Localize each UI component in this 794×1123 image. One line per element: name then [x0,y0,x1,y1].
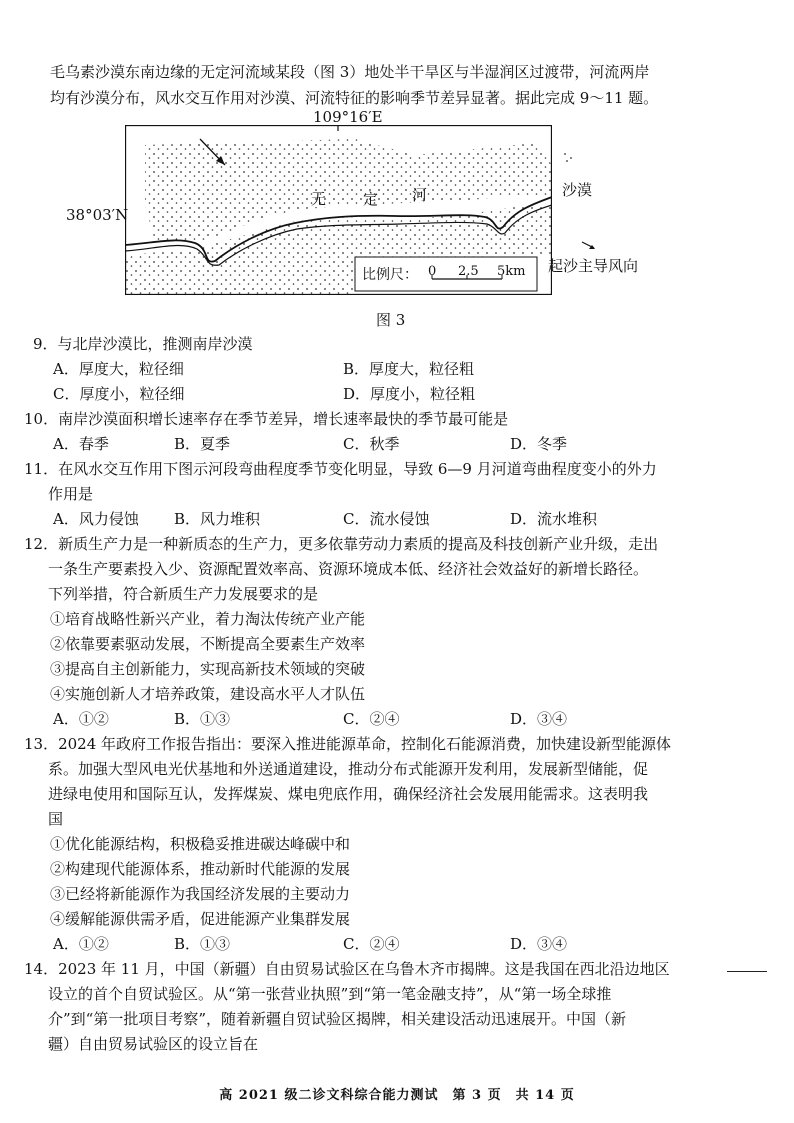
wind-legend-arrow-icon [580,240,602,252]
q11-option-c[interactable]: C．流水侵蚀 [343,510,430,528]
legend-desert: 沙漠 [562,181,593,199]
q13-option-c[interactable]: C．②④ [343,935,400,953]
q9-option-a[interactable]: A．厚度大，粒径细 [53,360,184,378]
q13-stem-line-4: 国 [48,810,64,828]
river-name-3: 河 [412,186,428,204]
q14-stem-line-3: 介”到“第一批项目考察”，随着新疆自贸试验区揭牌，相关建设活动迅速展开。中国（新 [48,1010,627,1028]
q12-option-d[interactable]: D．③④ [510,710,568,728]
q12-item-3: ③提高自主创新能力，实现高新技术领域的突破 [50,660,366,678]
q9-option-b[interactable]: B．厚度大，粒径粗 [343,360,475,378]
q13-stem-line-1: 13．2024 年政府工作报告指出：要深入推进能源革命，控制化石能源消费，加快建设新型能源体 [24,735,672,753]
q14-stem-line-1: 14．2023 年 11 月，中国（新疆）自由贸易试验区在乌鲁木齐市揭牌。这是我国在西北沿边地区 [24,960,670,978]
q13-item-3: ③已经将新能源作为我国经济发展的主要动力 [50,885,351,903]
q11-option-d[interactable]: D．流水堆积 [510,510,598,528]
q10-option-b[interactable]: B．夏季 [174,435,231,453]
q10-option-c[interactable]: C．秋季 [343,435,400,453]
scale-tick-mid: 2.5 [458,264,479,279]
river-name-2: 定 [363,190,379,208]
q11-stem-line-2: 作用是 [48,485,94,503]
q12-option-a[interactable]: A．①② [53,710,109,728]
longitude-label: 109°16′E [313,108,383,126]
q14-stem-line-4: 疆）自由贸易试验区的设立旨在 [48,1035,259,1053]
q10-option-a[interactable]: A．春季 [53,435,109,453]
legend-wind: 起沙主导风向 [548,257,639,275]
q10-option-d[interactable]: D．冬季 [510,435,568,453]
q12-stem-line-2: 一条生产要素投入少、资源配置效率高、资源环境成本低、经济社会效益好的新增长路径。 [48,560,649,578]
q13-stem-line-3: 进绿电使用和国际互认，发挥煤炭、煤电兜底作用，确保经济社会发展用能需求。这表明我 [48,785,649,803]
q12-item-4: ④实施创新人才培养政策，建设高水平人才队伍 [50,685,366,703]
q11-option-b[interactable]: B．风力堆积 [174,510,261,528]
latitude-label: 38°03′N [66,206,129,224]
q9-stem: 9．与北岸沙漠比，推测南岸沙漠 [33,335,253,353]
scale-tick-end: 5km [497,264,526,279]
river-map-figure [125,125,552,295]
q12-option-b[interactable]: B．①③ [174,710,231,728]
intro-line-1: 毛乌素沙漠东南边缘的无定河流域某段（图 3）地处半干旱区与半湿润区过渡带，河流两岸 [50,63,650,81]
q13-option-a[interactable]: A．①② [53,935,109,953]
q12-stem-line-1: 12．新质生产力是一种新质态的生产力，更多依靠劳动力素质的提高及科技创新产业升级，走出 [24,535,659,553]
q12-item-2: ②依靠要素驱动发展，不断提高全要素生产效率 [50,635,366,653]
desert-legend-icon [562,150,576,164]
q11-stem-line-1: 11．在风水交互作用下图示河段弯曲程度季节变化明显，导致 6—9 月河道弯曲程度变小的外力 [24,460,657,478]
river-name-1: 无 [311,190,327,208]
q13-stem-line-2: 系。加强大型风电光伏基地和外送通道建设，推动分布式能源开发利用，发展新型储能，促 [48,760,649,778]
page-footer: 高 2021 级二诊文科综合能力测试 第 3 页 共 14 页 [219,1088,575,1103]
q13-option-b[interactable]: B．①③ [174,935,231,953]
q10-stem: 10．南岸沙漠面积增长速率存在季节差异，增长速率最快的季节最可能是 [24,410,509,428]
q13-option-d[interactable]: D．③④ [510,935,568,953]
q13-item-1: ①优化能源结构，积极稳妥推进碳达峰碳中和 [50,835,351,853]
margin-dash [727,971,767,972]
q12-stem-line-3: 下列举措，符合新质生产力发展要求的是 [48,585,319,603]
q9-option-d[interactable]: D．厚度小，粒径粗 [343,385,476,403]
q12-item-1: ①培育战略性新兴产业，着力淘汰传统产业产能 [50,610,366,628]
q9-option-c[interactable]: C．厚度小，粒径细 [53,385,185,403]
q11-option-a[interactable]: A．风力侵蚀 [53,510,139,528]
figure-caption: 图 3 [376,311,406,329]
intro-line-2: 均有沙漠分布，风水交互作用对沙漠、河流特征的影响季节差异显著。据此完成 9～11 题。 [50,89,659,107]
scale-tick-0: 0 [428,264,437,279]
q13-item-4: ④缓解能源供需矛盾，促进能源产业集群发展 [50,910,351,928]
q13-item-2: ②构建现代能源体系，推动新时代能源的发展 [50,860,351,878]
q14-stem-line-2: 设立的首个自贸试验区。从“第一张营业执照”到“第一笔金融支持”，从“第一场全球推 [48,985,612,1003]
scale-label: 比例尺： [362,267,418,283]
q12-option-c[interactable]: C．②④ [343,710,400,728]
